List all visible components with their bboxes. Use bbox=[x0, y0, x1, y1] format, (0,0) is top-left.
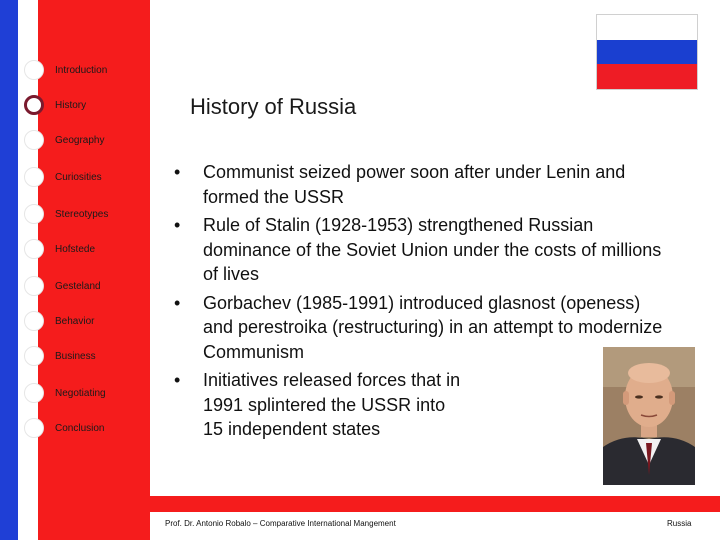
nav-bullet-icon bbox=[24, 346, 44, 366]
portrait-photo bbox=[603, 347, 695, 485]
bullet-item: • Communist seized power soon after under Lenin and formed the USSR bbox=[170, 160, 675, 209]
sidebar-item-label: Stereotypes bbox=[55, 209, 109, 220]
sidebar-item-label: Business bbox=[55, 351, 96, 362]
sidebar-item-curiosities[interactable] bbox=[24, 167, 150, 189]
nav-bullet-icon bbox=[24, 167, 44, 187]
sidebar-item-business[interactable] bbox=[24, 346, 150, 368]
sidebar-item-label: Gesteland bbox=[55, 281, 101, 292]
portrait-illustration bbox=[603, 347, 695, 485]
nav-bullet-icon bbox=[24, 204, 44, 224]
sidebar-item-label: Geography bbox=[55, 135, 105, 146]
nav-bullet-icon bbox=[24, 60, 44, 80]
nav-bullet-icon bbox=[24, 239, 44, 259]
footer-red-bar bbox=[150, 496, 720, 512]
sidebar-item-introduction[interactable] bbox=[24, 60, 150, 82]
sidebar-item-stereotypes[interactable] bbox=[24, 204, 150, 226]
nav-bullet-icon bbox=[24, 276, 44, 296]
footer-author: Prof. Dr. Antonio Robalo – Comparative International Mangement bbox=[165, 519, 396, 528]
footer-topic: Russia bbox=[667, 519, 692, 528]
russia-flag-icon bbox=[596, 14, 698, 90]
bullet-item: • Initiatives released forces that in 1991 splintered the USSR into 15 independent states bbox=[170, 368, 463, 442]
slide-title: History of Russia bbox=[190, 94, 357, 119]
sidebar-item-history[interactable] bbox=[24, 95, 150, 117]
sidebar-item-behavior[interactable] bbox=[24, 311, 150, 333]
sidebar-item-label: Hofstede bbox=[55, 244, 96, 255]
bullet-item: • Gorbachev (1985-1991) introduced glasnost (openess) and perestroika (restructuring) in an attempt to modernize Communism bbox=[170, 291, 675, 365]
sidebar-item-label: Behavior bbox=[55, 316, 95, 327]
sidebar-item-negotiating[interactable] bbox=[24, 383, 150, 405]
flag-blue-stripe bbox=[597, 40, 697, 65]
sidebar-item-label: History bbox=[55, 100, 87, 111]
sidebar-item-label: Negotiating bbox=[55, 388, 106, 399]
sidebar-item-gesteland[interactable] bbox=[24, 276, 150, 298]
sidebar-item-geography[interactable] bbox=[24, 130, 150, 152]
sidebar-item-hofstede[interactable] bbox=[24, 239, 150, 261]
sidebar-item-conclusion[interactable] bbox=[24, 418, 150, 440]
nav-bullet-icon bbox=[24, 418, 44, 438]
nav-bullet-icon bbox=[24, 383, 44, 403]
flag-white-stripe bbox=[597, 15, 697, 40]
sidebar-item-label: Curiosities bbox=[55, 172, 102, 183]
bullet-list bbox=[170, 160, 675, 446]
nav-bullet-icon bbox=[24, 130, 44, 150]
nav-bullet-icon bbox=[24, 311, 44, 331]
flag-red-stripe bbox=[597, 64, 697, 89]
nav-bullet-active-icon bbox=[24, 95, 44, 115]
left-blue-bar bbox=[0, 0, 18, 540]
sidebar-item-label: Conclusion bbox=[55, 423, 105, 434]
sidebar-item-label: Introduction bbox=[55, 65, 108, 76]
bullet-item: • Rule of Stalin (1928-1953) strengthened Russian dominance of the Soviet Union under the costs of millions of lives bbox=[170, 213, 675, 287]
